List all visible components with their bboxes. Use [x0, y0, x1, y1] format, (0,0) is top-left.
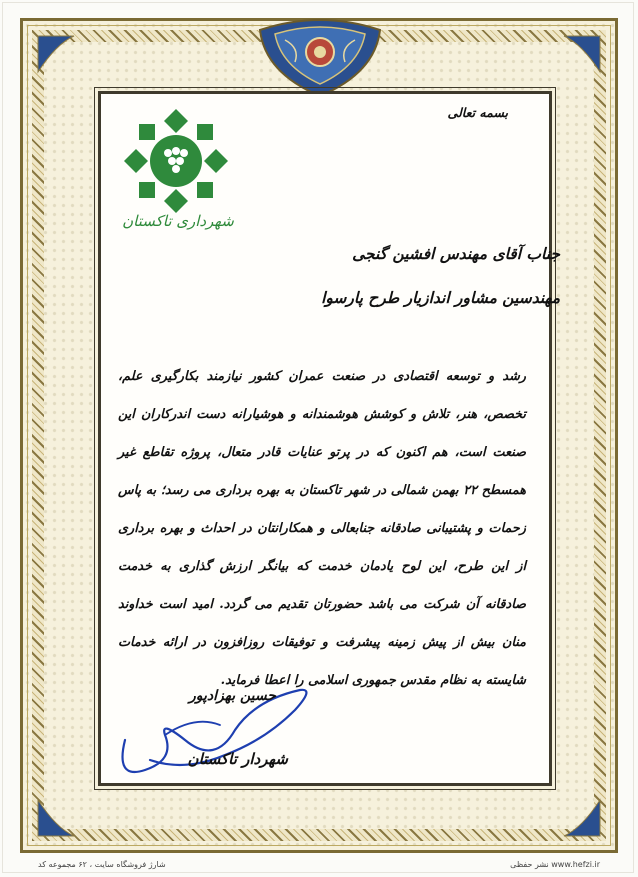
corner-ornament-bottom-left	[36, 798, 76, 838]
signatory-name: حسین بهزادپور	[189, 688, 276, 704]
footer-publisher: www.hefzi.ir نشر حفظی	[510, 860, 600, 869]
corner-ornament-top-left	[36, 34, 76, 74]
corner-ornament-bottom-right	[562, 798, 602, 838]
municipality-emblem-logo	[122, 107, 230, 215]
recipient-company: مهندسین مشاور اندازیار طرح پارسوا	[321, 288, 560, 307]
invocation-heading: بسمه تعالی	[447, 105, 508, 120]
appreciation-body-text: رشد و توسعه اقتصادی در صنعت عمران کشور نیازمند بکارگیری علم، تخصص، هنر، تلاش و کوشش هوشمندانه و هوشیارانه دست اندرکاران این صنعت است، هم اکنون که در پرتو عنایات قادر متعال، پروژه تقاطع غیر همسطح ۲۲ بهمن شمالی در شهر تاکستان به بهره برداری می رسد؛ به پاس زحمات و پشتیبانی صادقانه جنابعالی و همکارانتان در احداث و بهره برداری از این طرح، این لوح یادمان خدمت که بیانگر ارزش گذاری به خدمت صادقانه آن شرکت می باشد حضورتان تقدیم می گردد. امید است خداوند منان بیش از پیش زمینه پیشرفت و توفیقات روزافزون در ارائه خدمات شایسته به نظام مقدس جمهوری اسلامی را اعطا فرماید.	[118, 369, 526, 688]
recipient-name: جناب آقای مهندس افشین گنجی	[352, 244, 560, 263]
top-medallion-ornament	[255, 18, 385, 98]
emblem-caption: شهرداری تاکستان	[122, 212, 234, 230]
footer-print-code: شارژ فروشگاه سایت ، ۶۲ مجموعه کد	[38, 860, 166, 869]
corner-ornament-top-right	[562, 34, 602, 74]
signatory-title: شهردار تاکستان	[187, 750, 288, 768]
